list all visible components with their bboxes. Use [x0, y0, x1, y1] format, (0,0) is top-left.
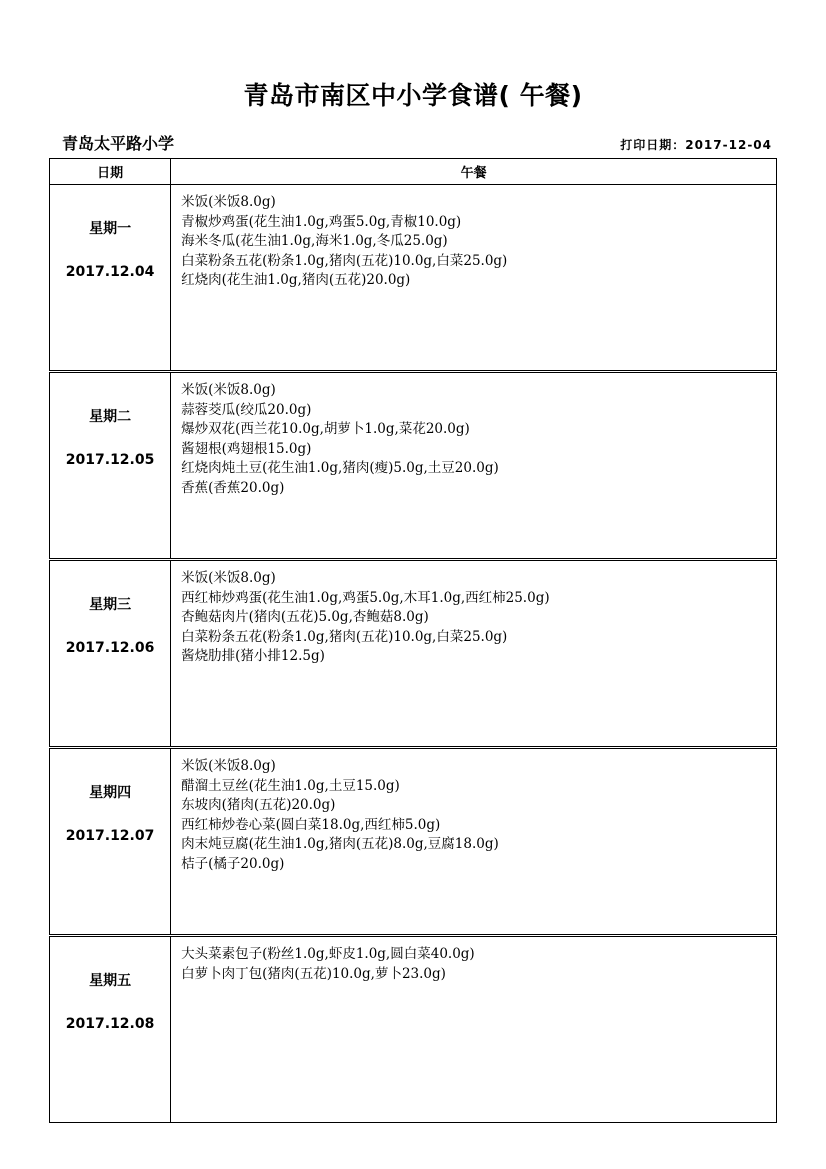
weekday-label: 星期四	[89, 785, 132, 801]
dish-item: 米饭(米饭8.0g)	[181, 382, 276, 398]
dish-item: 酱烧肋排(猪小排12.5g)	[181, 648, 325, 664]
table-header-row	[50, 159, 777, 185]
dish-item: 蒜蓉茭瓜(绞瓜20.0g)	[181, 401, 312, 418]
dish-item: 米饭(米饭8.0g)	[181, 758, 276, 774]
dish-item: 红烧肉炖土豆(花生油1.0g,猪肉(瘦)5.0g,土豆20.0g)	[181, 460, 499, 476]
dish-item: 肉末炖豆腐(花生油1.0g,猪肉(五花)8.0g,豆腐18.0g)	[181, 836, 499, 852]
dish-item: 青椒炒鸡蛋(花生油1.0g,鸡蛋5.0g,青椒10.0g)	[181, 213, 462, 230]
date-label: 2017.12.07	[65, 828, 155, 844]
date-label: 2017.12.04	[65, 264, 155, 280]
dish-item: 酱翅根(鸡翅根15.0g)	[181, 440, 312, 457]
dish-item: 白萝卜肉丁包(猪肉(五花)10.0g,萝卜23.0g)	[181, 965, 446, 982]
table-row	[50, 561, 777, 747]
dish-item: 大头菜素包子(粉丝1.0g,虾皮1.0g,圆白菜40.0g)	[181, 946, 475, 962]
table-row	[50, 749, 777, 935]
weekday-label: 星期一	[89, 221, 132, 237]
dish-item: 东坡肉(猪肉(五花)20.0g)	[181, 797, 336, 813]
date-cell	[50, 749, 171, 935]
page-title: 青岛市南区中小学食谱( 午餐)	[243, 81, 583, 110]
print-date: 打印日期：2017-12-04	[620, 138, 772, 152]
date-label: 2017.12.05	[65, 452, 155, 468]
dish-item: 杏鲍菇肉片(猪肉(五花)5.0g,杏鲍菇8.0g)	[181, 609, 429, 625]
dish-item: 西红柿炒卷心菜(圆白菜18.0g,西红柿5.0g)	[181, 816, 441, 833]
date-cell	[50, 185, 171, 371]
dish-item: 白菜粉条五花(粉条1.0g,猪肉(五花)10.0g,白菜25.0g)	[181, 628, 508, 645]
date-cell	[50, 561, 171, 747]
school-name: 青岛太平路小学	[62, 134, 175, 153]
weekday-label: 星期三	[89, 597, 132, 613]
meal-cell	[171, 561, 777, 747]
date-cell	[50, 373, 171, 559]
dish-item: 米饭(米饭8.0g)	[181, 194, 276, 210]
header-meal: 午餐	[171, 159, 777, 185]
meal-cell	[171, 937, 777, 1123]
header-date: 日期	[50, 159, 171, 185]
table-row	[50, 937, 777, 1123]
weekday-label: 星期五	[89, 973, 132, 989]
meal-cell	[171, 185, 777, 371]
table-row	[50, 185, 777, 371]
date-label: 2017.12.06	[65, 640, 155, 656]
meal-cell	[171, 749, 777, 935]
dish-item: 海米冬瓜(花生油1.0g,海米1.0g,冬瓜25.0g)	[181, 233, 448, 249]
dish-item: 白菜粉条五花(粉条1.0g,猪肉(五花)10.0g,白菜25.0g)	[181, 252, 508, 269]
dish-item: 醋溜土豆丝(花生油1.0g,土豆15.0g)	[181, 777, 400, 794]
weekday-label: 星期二	[89, 409, 132, 425]
dish-item: 香蕉(香蕉20.0g)	[181, 479, 285, 496]
date-cell	[50, 937, 171, 1123]
dish-item: 西红柿炒鸡蛋(花生油1.0g,鸡蛋5.0g,木耳1.0g,西红柿25.0g)	[181, 589, 550, 606]
date-label: 2017.12.08	[65, 1016, 155, 1032]
dish-item: 红烧肉(花生油1.0g,猪肉(五花)20.0g)	[181, 272, 411, 288]
dish-item: 桔子(橘子20.0g)	[181, 855, 285, 872]
dish-item: 爆炒双花(西兰花10.0g,胡萝卜1.0g,菜花20.0g)	[181, 421, 470, 437]
menu-table	[49, 158, 777, 1123]
table-row	[50, 373, 777, 559]
meal-cell	[171, 373, 777, 559]
dish-item: 米饭(米饭8.0g)	[181, 570, 276, 586]
